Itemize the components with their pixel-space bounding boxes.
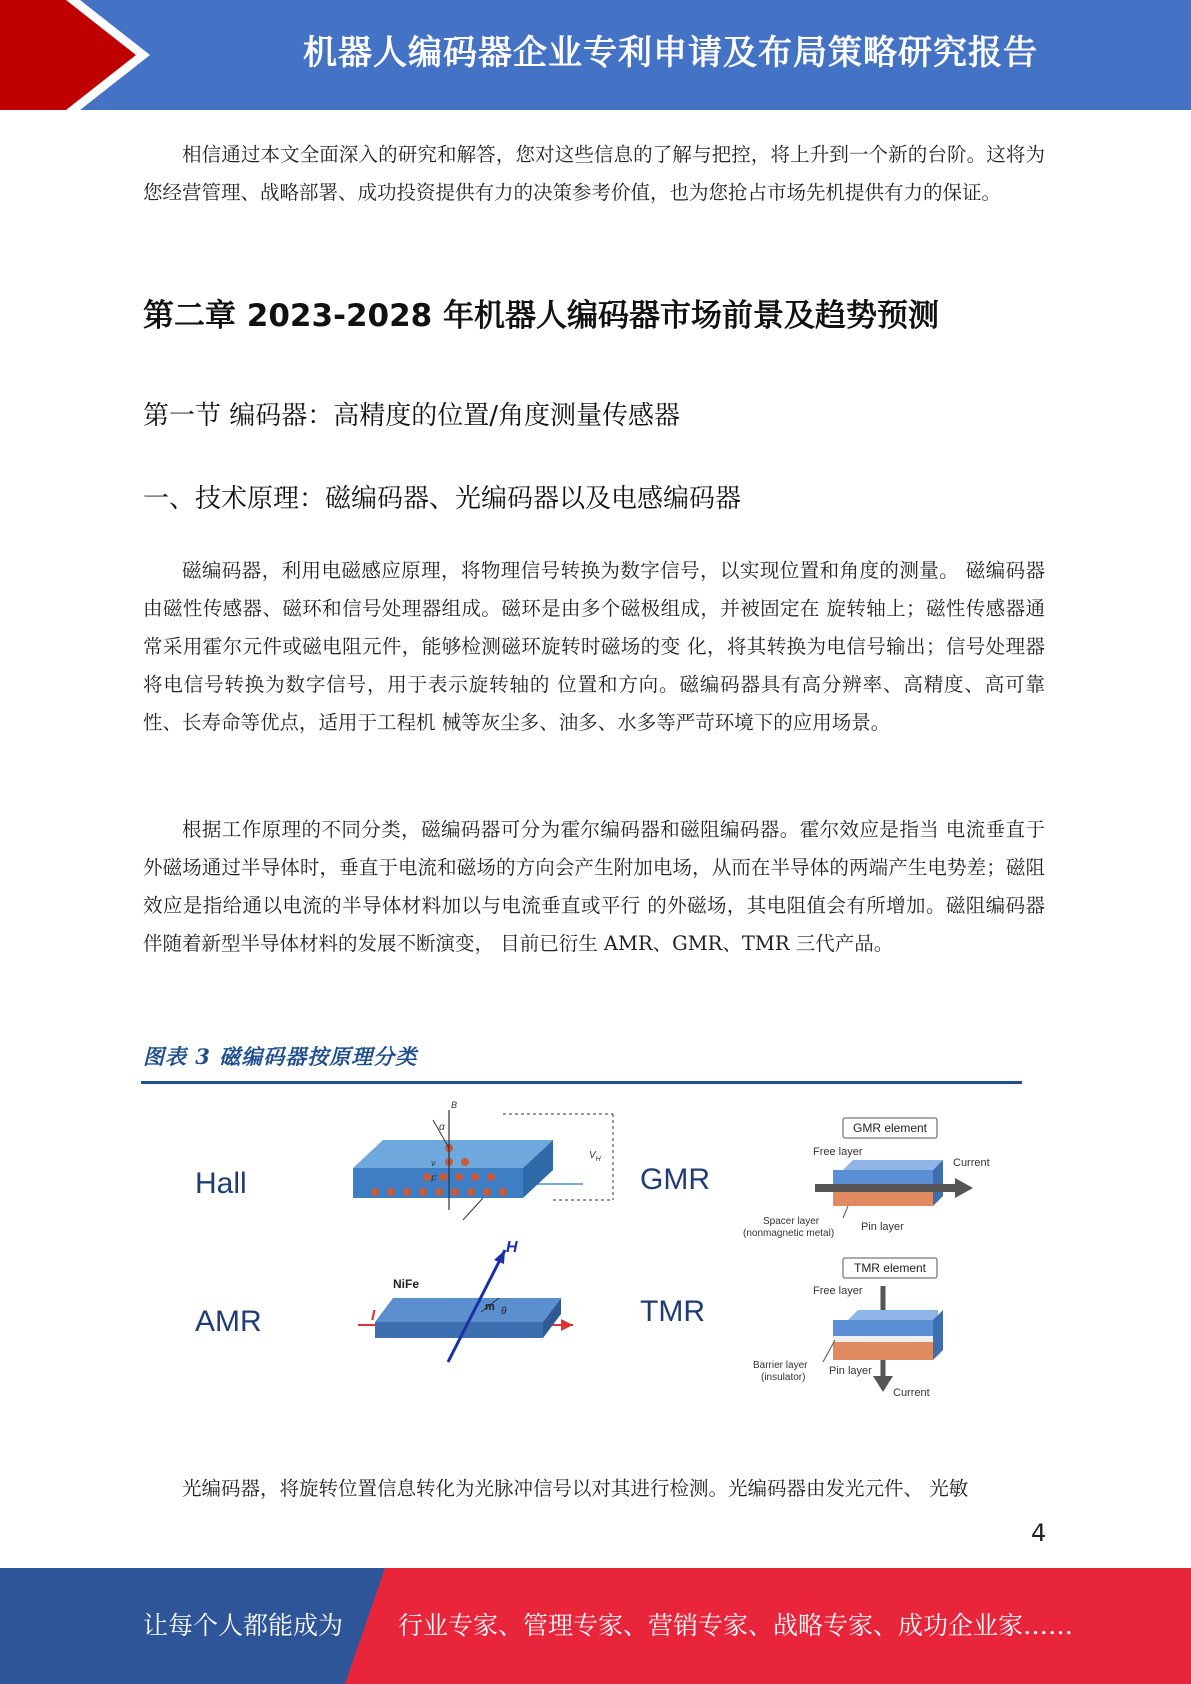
hall-effect-diagram [353, 1100, 613, 1220]
figure-caption-rule [141, 1081, 1022, 1084]
body-paragraph-magnetic-encoder: 磁编码器，利用电磁感应原理，将物理信号转换为数字信号，以实现位置和角度的测量。 磁编码器由磁性传感器、磁环和信号处理器组成。磁环是由多个磁极组成，并被固定在 旋转轴上；磁性传感器通常采用霍尔元件或磁电阻元件，能够检测磁环旋转时磁场的变 化，将其转换为电信号输出；信号处理器将电信号转换为数字信号，用于表示旋转轴的 位置和方向。磁编码器具有高分辨率、高精度、高可靠性、长寿命等优点，适用于工程机 械等灰尘多、油多、水多等严苛环境下的应用场景。 [143, 559, 1045, 734]
svg-text:Free layer: Free layer [813, 1146, 863, 1158]
svg-text:(insulator): (insulator) [761, 1372, 806, 1383]
svg-text:Spacer layer: Spacer layer [763, 1216, 820, 1227]
intro-paragraph: 相信通过本文全面深入的研究和解答，您对这些信息的了解与把控，将上升到一个新的台阶。这将为您经营管理、战略部署、成功投资提供有力的决策参考价值，也为您抢占市场先机提供有力的保证。 [143, 143, 1045, 204]
label-tmr: TMR [640, 1295, 705, 1328]
svg-text:H: H [506, 1239, 518, 1256]
svg-text:I: I [371, 1307, 376, 1324]
gmr-diagram [743, 1118, 990, 1239]
page-header [0, 0, 1191, 110]
figure-caption: 图表 3 磁编码器按原理分类 [143, 1044, 418, 1069]
amr-diagram [358, 1239, 573, 1362]
svg-text:Current: Current [893, 1387, 930, 1399]
section-heading: 第一节 编码器：高精度的位置/角度测量传感器 [143, 401, 681, 431]
footer-slogan-right: 行业专家、管理专家、营销专家、战略专家、成功企业家…… [398, 1611, 1074, 1640]
svg-text:F: F [431, 1174, 437, 1184]
svg-text:Free layer: Free layer [813, 1285, 863, 1297]
chapter-heading: 第二章 2023-2028 年机器人编码器市场前景及趋势预测 [143, 298, 940, 334]
svg-text:Pin layer: Pin layer [829, 1365, 872, 1377]
subsection-heading: 一、技术原理：磁编码器、光编码器以及电感编码器 [143, 484, 742, 514]
svg-text:(nonmagnetic metal): (nonmagnetic metal) [743, 1228, 835, 1239]
figure-magnetic-encoder-types [143, 1100, 1023, 1410]
label-hall: Hall [195, 1167, 247, 1200]
body-paragraph-optical-encoder: 光编码器，将旋转位置信息转化为光脉冲信号以对其进行检测。光编码器由发光元件、 光敏 [182, 1477, 969, 1500]
svg-text:Current: Current [953, 1157, 990, 1169]
svg-text:VH: $V_H$ [589, 1150, 601, 1163]
svg-text:TMR element: TMR element [853, 1261, 927, 1275]
svg-text:v: v [431, 1158, 436, 1168]
header-arrow-decoration [0, 0, 150, 110]
label-amr: AMR [195, 1305, 262, 1338]
svg-text:θ: θ [501, 1306, 507, 1317]
tmr-diagram [753, 1258, 943, 1399]
svg-text:B: B [451, 1100, 458, 1110]
body-paragraph-classification: 根据工作原理的不同分类，磁编码器可分为霍尔编码器和磁阻编码器。霍尔效应是指当 电流垂直于外磁场通过半导体时，垂直于电流和磁场的方向会产生附加电场，从而在半导体的两端产生电势差；磁阻效应是指给通以电流的半导体材料加以与电流垂直或平行 的外磁场，其电阻值会有所增加。磁阻编码器伴随着新型半导体材料的发展不断演变， 目前已衍生 AMR、GMR、TMR 三代产品。 [143, 818, 1045, 955]
page-number: 4 [1031, 1519, 1047, 1547]
svg-text:α: α [439, 1122, 445, 1133]
svg-text:m: m [485, 1301, 495, 1313]
header-title: 机器人编码器企业专利申请及布局策略研究报告 [303, 33, 1038, 73]
svg-text:NiFe: NiFe [393, 1277, 420, 1291]
page-footer [0, 1568, 1191, 1684]
svg-text:Pin layer: Pin layer [861, 1221, 904, 1233]
footer-slogan-left: 让每个人都能成为 [143, 1611, 344, 1640]
svg-text:GMR element: GMR element [852, 1121, 928, 1135]
label-gmr: GMR [640, 1163, 710, 1196]
svg-text:Barrier layer: Barrier layer [753, 1360, 808, 1371]
